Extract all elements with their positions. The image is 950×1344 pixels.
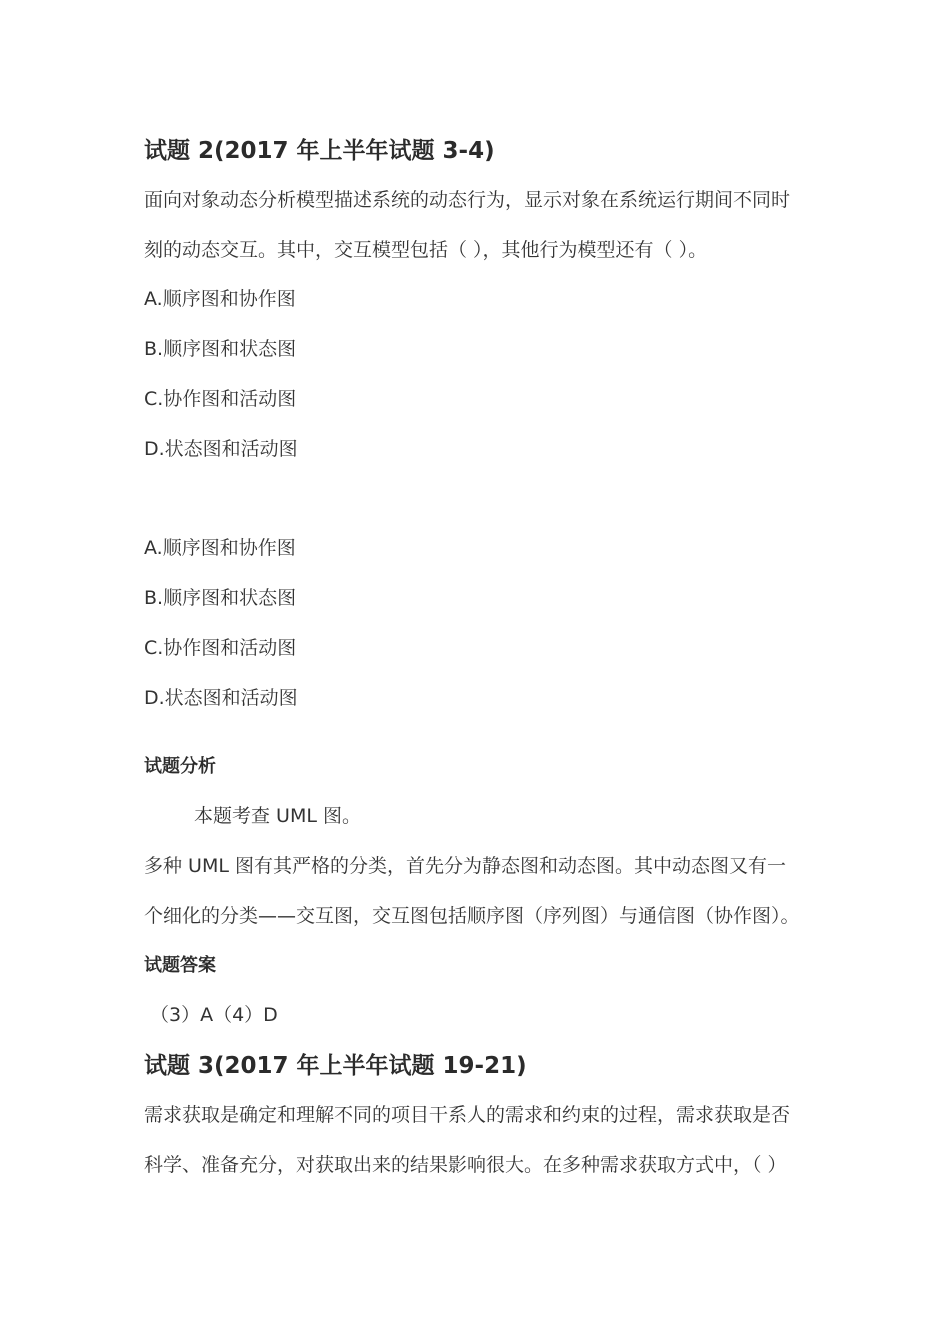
question-2-stem-line-1: 面向对象动态分析模型描述系统的动态行为，显示对象在系统运行期间不同时: [144, 189, 791, 211]
analysis-line-1: 本题考查 UML 图。: [194, 805, 361, 827]
question-3-title: 试题 3(2017 年上半年试题 19-21): [144, 1053, 527, 1079]
option-a: A.顺序图和协作图: [144, 288, 296, 310]
option-c: C.协作图和活动图: [144, 388, 297, 410]
question-3-stem-line-2: 科学、准备充分，对获取出来的结果影响很大。在多种需求获取方式中，（ ）: [144, 1154, 787, 1176]
question-3-stem-line-1: 需求获取是确定和理解不同的项目干系人的需求和约束的过程，需求获取是否: [144, 1104, 791, 1126]
analysis-line-3: 个细化的分类——交互图，交互图包括顺序图（序列图）与通信图（协作图）。: [144, 905, 800, 927]
question-2-stem-line-2: 刻的动态交互。其中，交互模型包括（ ），其他行为模型还有（ ）。: [144, 239, 708, 261]
answer-heading: 试题答案: [144, 955, 216, 976]
option-d: D.状态图和活动图: [144, 438, 298, 460]
analysis-line-2: 多种 UML 图有其严格的分类，首先分为静态图和动态图。其中动态图又有一: [144, 855, 786, 877]
option-d: D.状态图和活动图: [144, 687, 298, 709]
option-b: B.顺序图和状态图: [144, 587, 297, 609]
question-2-title: 试题 2(2017 年上半年试题 3-4): [144, 138, 495, 164]
option-a: A.顺序图和协作图: [144, 537, 296, 559]
option-b: B.顺序图和状态图: [144, 338, 297, 360]
option-c: C.协作图和活动图: [144, 637, 297, 659]
analysis-heading: 试题分析: [144, 756, 216, 777]
answer-text: （3）A（4）D: [150, 1004, 278, 1026]
